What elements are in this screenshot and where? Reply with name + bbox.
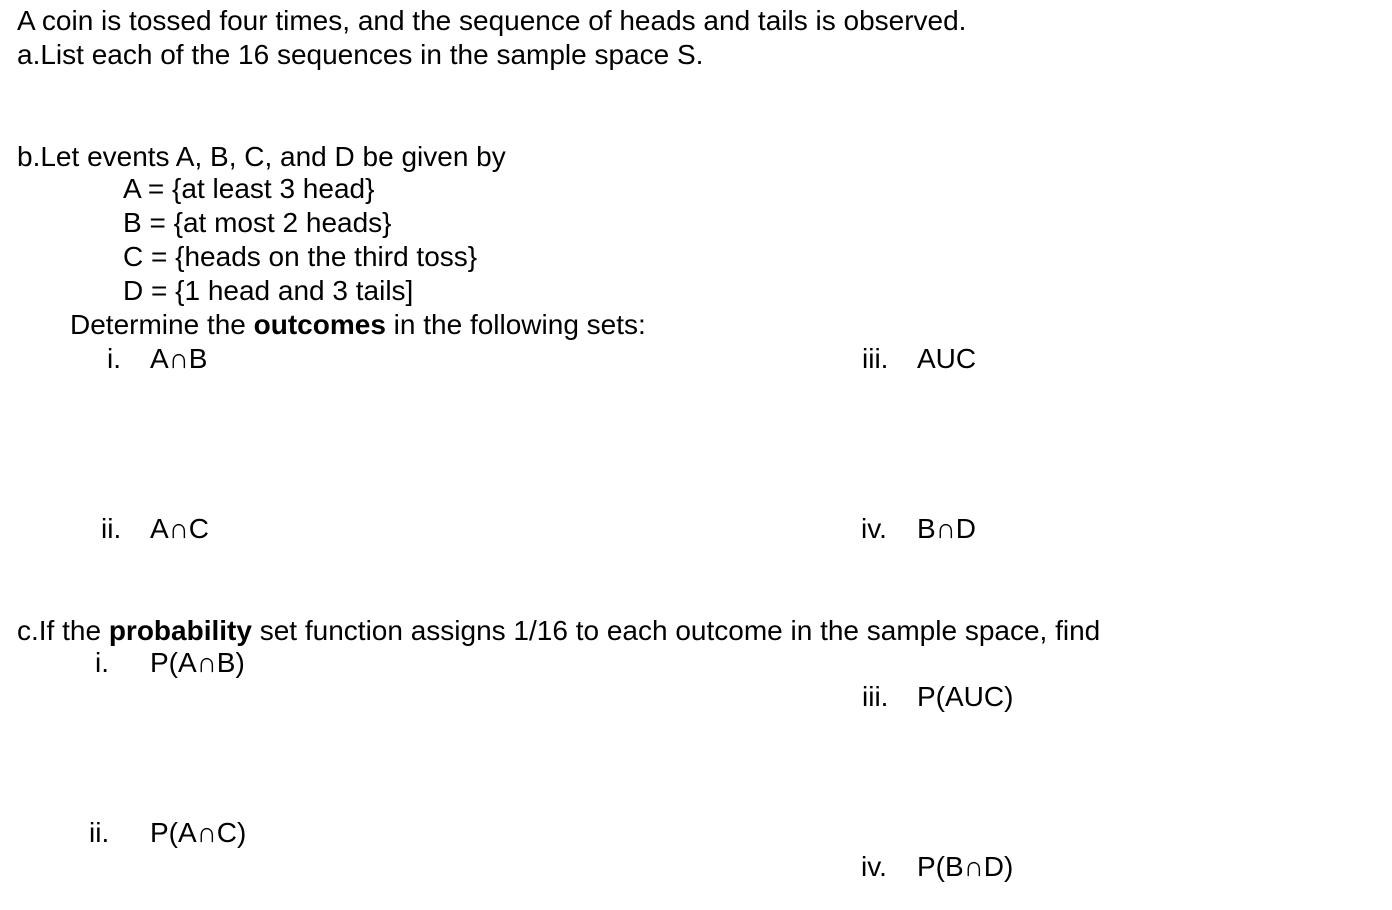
item-expression: P(A∩B) [150, 647, 245, 678]
item-expression: A∩B [150, 343, 208, 374]
problem-intro: A coin is tossed four times, and the sequence of heads and tails is observed. [17, 5, 967, 36]
item-number: iii. [862, 681, 889, 712]
part-c-label: c. [17, 615, 39, 646]
part-a [17, 38, 703, 72]
item-number: ii. [89, 817, 110, 848]
event-c: C = {heads on the third toss} [123, 241, 478, 272]
part-a-text: List each of the 16 sequences in the sample space S. [40, 39, 704, 70]
event-d: D = {1 head and 3 tails] [123, 275, 414, 306]
part-b-instruction [70, 308, 646, 342]
item-number: iii. [862, 343, 889, 374]
event-b: B = {at most 2 heads} [123, 207, 392, 238]
instruction-text-post: in the following sets: [385, 309, 646, 340]
event-a: A = {at least 3 head} [123, 173, 375, 204]
item-expression: P(A∩C) [150, 817, 247, 848]
item-number: iv. [861, 513, 887, 544]
item-expression: B∩D [917, 513, 977, 544]
part-c-text-post: set function assigns 1/16 to each outcome in the sample space, find [251, 615, 1101, 646]
part-a-label: a. [17, 39, 41, 70]
instruction-bold: outcomes [253, 309, 386, 340]
part-b-text: Let events A, B, C, and D be given by [40, 141, 506, 172]
part-b [17, 140, 506, 174]
item-number: i. [95, 647, 109, 678]
item-number: iv. [861, 851, 887, 882]
part-c-text-pre: If the [38, 615, 109, 646]
part-c [17, 614, 1100, 648]
item-expression: AUC [917, 343, 977, 374]
part-b-label: b. [17, 141, 41, 172]
item-number: i. [107, 343, 121, 374]
item-number: ii. [101, 513, 122, 544]
instruction-text-pre: Determine the [70, 309, 254, 340]
item-expression: P(B∩D) [917, 851, 1014, 882]
item-expression: P(AUC) [917, 681, 1014, 712]
item-expression: A∩C [150, 513, 210, 544]
part-c-bold: probability [108, 615, 252, 646]
